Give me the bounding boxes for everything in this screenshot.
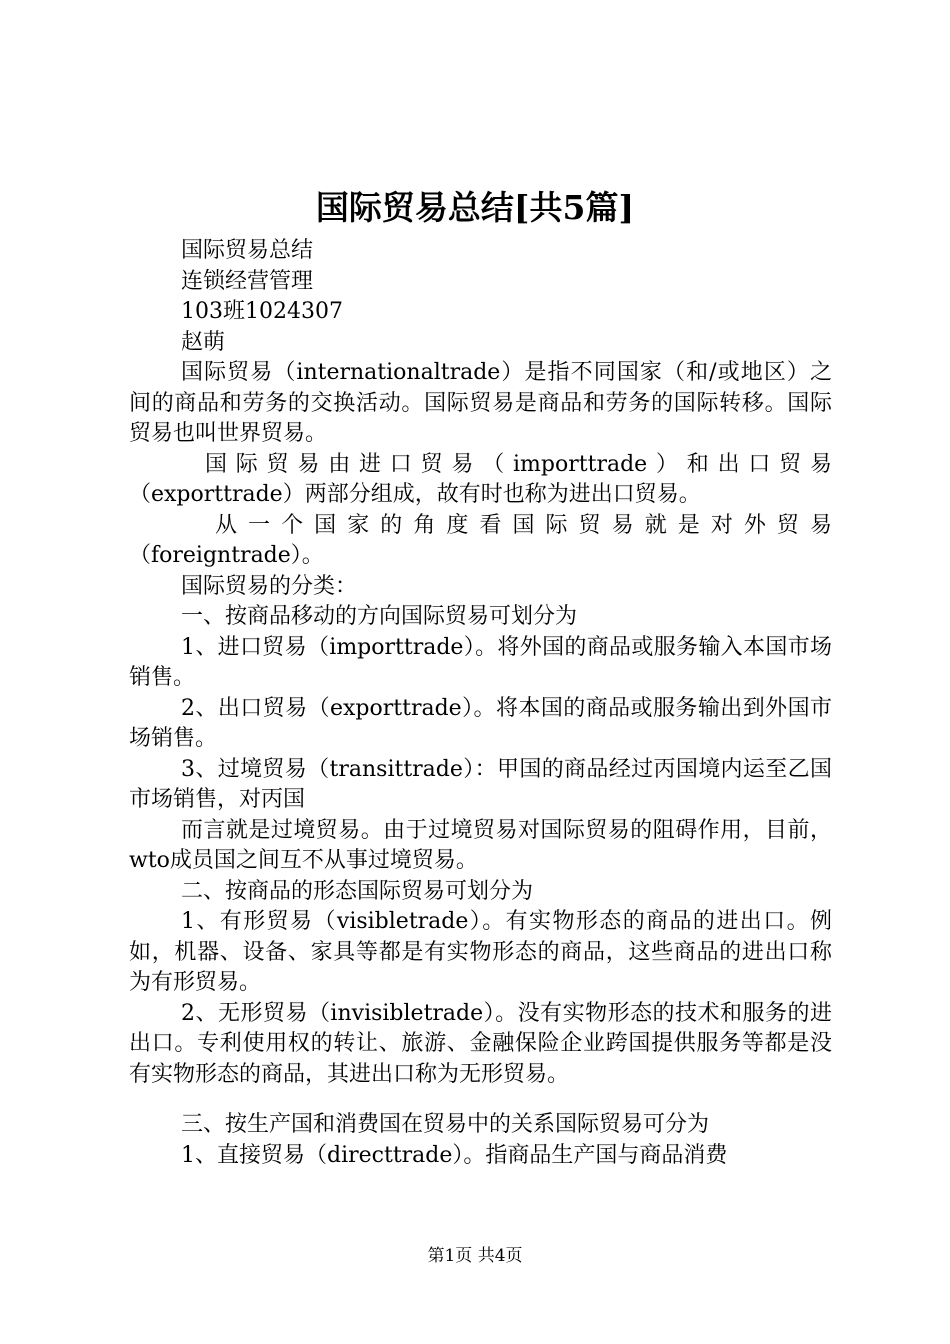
paragraph-direct: 1、直接贸易（directtrade）。指商品生产国与商品消费: [181, 1142, 728, 1168]
document-title: 国际贸易总结[共5篇]: [315, 188, 635, 227]
paragraph-author: 赵萌: [181, 329, 226, 355]
paragraph-export: 2、出口贸易（exporttrade）。将本国的商品或服务输出到外国市场销售。: [129, 695, 832, 751]
paragraph-transit: 3、过境贸易（transittrade）：甲国的商品经过丙国境内运至乙国市场销售，对丙国: [129, 756, 832, 812]
section-heading-2: 二、按商品的形态国际贸易可划分为: [181, 878, 534, 904]
section-heading-1: 一、按商品移动的方向国际贸易可划分为: [181, 604, 578, 629]
paragraph-foreign-line2: （foreigntrade）。: [129, 543, 324, 568]
paragraph-visible: 1、有形贸易（visibletrade）。有实物形态的商品的进出口。例如，机器、设备、家具等都是有实物形态的商品，这些商品的进出口称为有形贸易。: [129, 909, 832, 995]
paragraph-gap: [129, 1090, 832, 1110]
paragraph-subtitle: 国际贸易总结: [181, 238, 314, 263]
paragraph-classification: 国际贸易的分类：: [181, 573, 358, 599]
paragraph-transit-cont: 而言就是过境贸易。由于过境贸易对国际贸易的阻碍作用，目前，wto成员国之间互不从事过境贸易。: [129, 817, 832, 873]
paragraph-invisible: 2、无形贸易（invisibletrade）。没有实物形态的技术和服务的进出口。专利使用权的转让、旅游、金融保险企业跨国提供服务等都是没有实物形态的商品，其进出口称为无形贸易。: [129, 1000, 832, 1087]
paragraph-import: 1、进口贸易（importtrade）。将外国的商品或服务输入本国市场销售。: [129, 634, 832, 690]
page-footer: 第1页 共4页: [427, 1246, 523, 1266]
paragraph-foreign-line1: 从一个国家的角度看国际贸易就是对外贸易: [215, 512, 832, 538]
paragraph-major: 连锁经营管理: [181, 268, 314, 294]
paragraph-composition-line2: （exporttrade）两部分组成，故有时也称为进出口贸易。: [129, 482, 701, 507]
section-heading-3: 三、按生产国和消费国在贸易中的关系国际贸易可分为: [181, 1112, 710, 1137]
paragraph-class-id: 103班1024307: [181, 299, 343, 324]
paragraph-definition: 国际贸易（internationaltrade）是指不同国家（和/或地区）之间的商品和劳务的交换活动。国际贸易是商品和劳务的国际转移。国际贸易也叫世界贸易。: [129, 360, 832, 446]
document-body: [129, 236, 832, 1171]
paragraph-composition-line1: 国际贸易由进口贸易（importtrade）和出口贸易: [205, 451, 832, 477]
